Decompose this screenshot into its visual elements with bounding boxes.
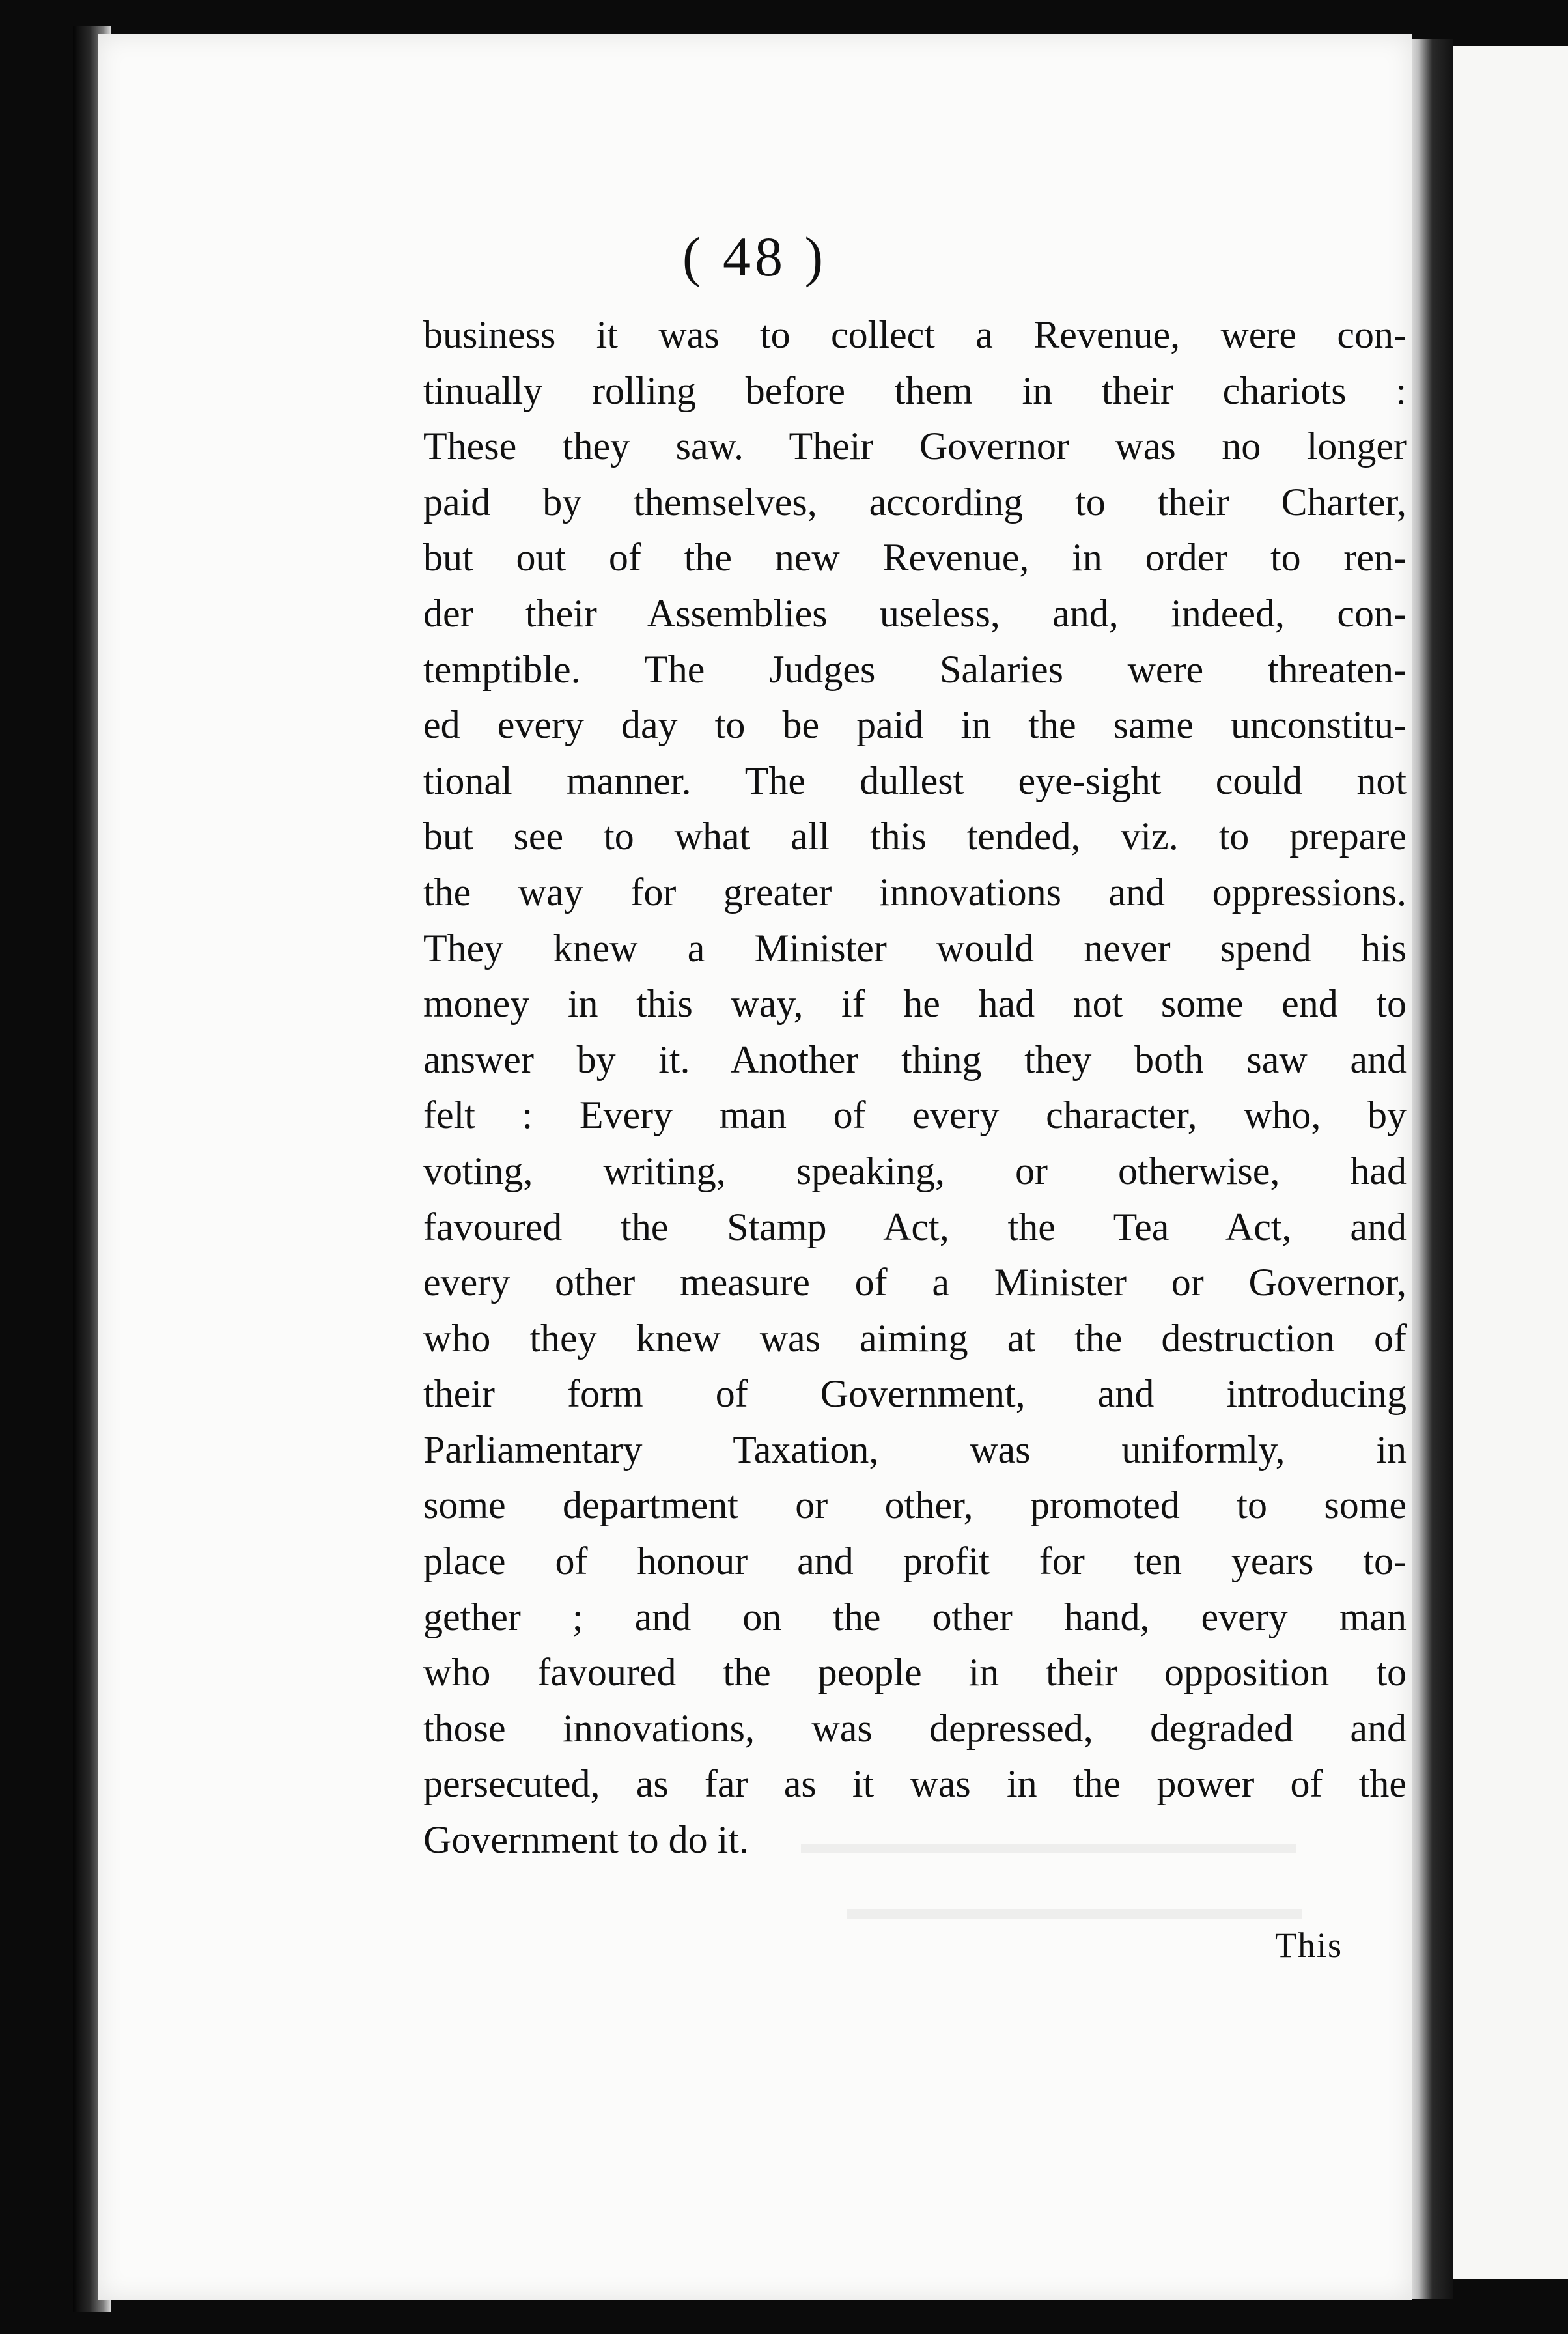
text-line: answer by it. Another thing they both saw and — [423, 1037, 1407, 1081]
text-line: gether ; and on the other hand, every man — [423, 1595, 1407, 1638]
text-line: ed every day to be paid in the same unconstitu- — [423, 703, 1407, 747]
page-fore-edge-shadow — [1407, 39, 1453, 2299]
text-line: those innovations, was depressed, degraded and — [423, 1706, 1407, 1750]
text-line: some department or other, promoted to some — [423, 1483, 1407, 1527]
text-line: These they saw. Their Governor was no longer — [423, 425, 1407, 468]
text-line: paid by themselves, according to their Charter, — [423, 480, 1407, 524]
text-line: tional manner. The dullest eye-sight could not — [423, 759, 1407, 802]
text-line: persecuted, as far as it was in the power of the — [423, 1762, 1407, 1806]
text-line: but see to what all this tended, viz. to prepare — [423, 815, 1407, 858]
text-line: the way for greater innovations and oppressions. — [423, 870, 1407, 914]
text-line: business it was to collect a Revenue, were con- — [423, 313, 1407, 356]
text-line: who they knew was aiming at the destruction of — [423, 1316, 1407, 1360]
text-line: who favoured the people in their opposition to — [423, 1651, 1407, 1694]
text-line: felt : Every man of every character, who, by — [423, 1093, 1407, 1137]
text-line: favoured the Stamp Act, the Tea Act, and — [423, 1205, 1407, 1248]
text-line: temptible. The Judges Salaries were threaten- — [423, 647, 1407, 691]
text-line: tinually rolling before them in their chariots : — [423, 369, 1407, 412]
text-line: voting, writing, speaking, or otherwise, had — [423, 1149, 1407, 1192]
text-line: der their Assemblies useless, and, indeed, con- — [423, 591, 1407, 635]
text-line: their form of Government, and introducing — [423, 1372, 1407, 1416]
text-line: money in this way, if he had not some end to — [423, 982, 1407, 1026]
show-through-smudge — [847, 1909, 1302, 1919]
page-number-header: ( 48 ) — [682, 225, 828, 288]
body-text — [423, 307, 1407, 1868]
text-line: They knew a Minister would never spend his — [423, 926, 1407, 970]
book-page — [98, 34, 1412, 2300]
text-line: every other measure of a Minister or Governor, — [423, 1261, 1407, 1304]
text-line: place of honour and profit for ten years to- — [423, 1540, 1407, 1583]
text-line: Parliamentary Taxation, was uniformly, in — [423, 1427, 1407, 1471]
text-line: but out of the new Revenue, in order to ren- — [423, 536, 1407, 580]
catchword: This — [1275, 1926, 1343, 1965]
adjacent-page — [1453, 46, 1568, 2279]
text-line: Government to do it. — [423, 1818, 749, 1862]
